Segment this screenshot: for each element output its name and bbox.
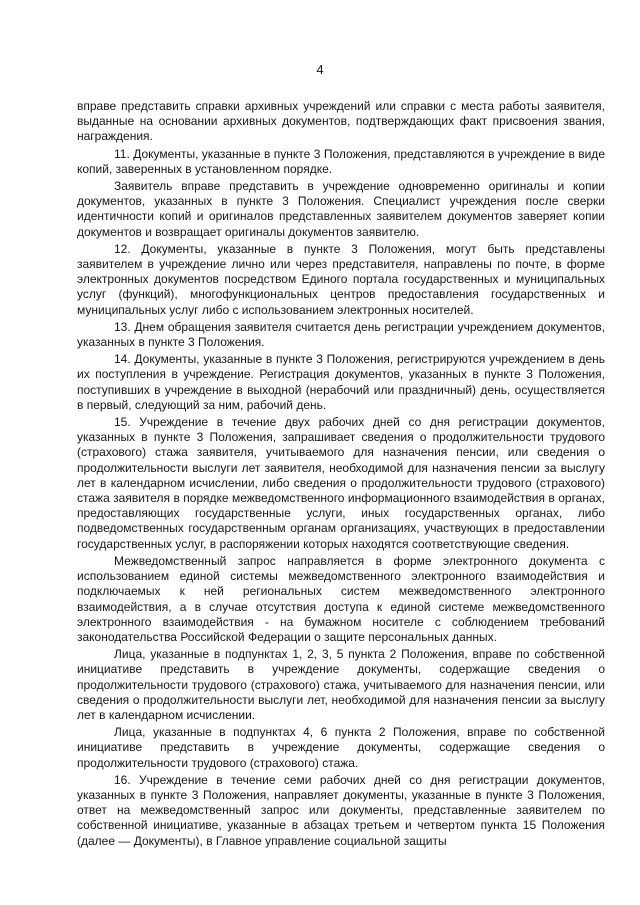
paragraph-item-14: 14. Документы, указанные в пункте 3 Положения, регистрируются учреждением в день их поступления в учреждение. Регистрация документов, указанных в пункте 3 Положения, поступивших в учреждение в выходной (нерабочий или праздничный) день, осуществляется в первый, следующий за ним, рабочий день. — [77, 352, 605, 412]
page-number: 4 — [316, 62, 324, 77]
paragraph-interagency-request: Межведомственный запрос направляется в форме электронного документа с использованием единой системы межведомственного электронного взаимодействия и подключаемых к ней региональных систем межведомственного электронного взаимодействия, а в случае отсутствия доступа к единой системе межведомственного электронного взаимодействия - на бумажном носителе с соблюдением требований законодательства Российской Федерации о защите персональных данных. — [77, 553, 605, 644]
paragraph-persons-4-6: Лица, указанные в подпунктах 4, 6 пункта 2 Положения, вправе по собственной инициативе представить в учреждение документы, содержащие сведения о продолжительности трудового (страхового) стажа. — [77, 725, 605, 770]
paragraph-item-11: 11. Документы, указанные в пункте 3 Положения, представляются в учреждение в виде копий, заверенных в установленном порядке. — [77, 146, 605, 176]
paragraph-item-16: 16. Учреждение в течение семи рабочих дней со дня регистрации документов, указанных в пункте 3 Положения, направляет документы, указанные в пункте 3 Положения, ответ на межведомственный запрос или документы, представленные заявителем по собственной инициативе, указанные в абзацах третьем и четвертом пункта 15 Положения (далее — Документы), в Главное управление социальной защиты — [77, 772, 605, 848]
body-text — [77, 99, 605, 849]
paragraph-originals-and-copies: Заявитель вправе представить в учреждение одновременно оригиналы и копии документов, указанных в пункте 3 Положения. Специалист учреждения после сверки идентичности копий и оригиналов представленных заявителем документов заверяет копии документов и возвращает оригиналы документов заявителю. — [77, 179, 605, 239]
paragraph-item-12: 12. Документы, указанные в пункте 3 Положения, могут быть представлены заявителем в учреждение лично или через представителя, направлены по почте, в форме электронных документов посредством Единого портала государственных и муниципальных услуг (функций), многофункциональных центров предоставления государственных и муниципальных услуг либо с использованием электронных носителей. — [77, 241, 605, 317]
paragraph-item-15: 15. Учреждение в течение двух рабочих дней со дня регистрации документов, указанных в пункте 3 Положения, запрашивает сведения о продолжительности трудового (страхового) стажа заявителя, учитываемого для назначения пенсии, или сведения о продолжительности выслуги лет заявителя, необходимой для назначения пенсии за выслугу лет в календарном исчислении, либо сведения о продолжительности трудового (страхового) стажа заявителя в порядке межведомственного информационного взаимодействия в органах, предоставляющих государственные услуги, иных государственных органах, либо подведомственных государственным органам организациях, участвующих в предоставлении государственных услуг, в распоряжении которых находятся соответствующие сведения. — [77, 415, 605, 551]
paragraph-continuation: вправе представить справки архивных учреждений или справки с места работы заявителя, выданные на основании архивных документов, подтверждающих факт присвоения звания, награждения. — [77, 99, 605, 144]
paragraph-persons-1-2-3-5: Лица, указанные в подпунктах 1, 2, 3, 5 пункта 2 Положения, вправе по собственной инициативе представить в учреждение документы, содержащие сведения о продолжительности трудового (страхового) стажа, учитываемого для назначения пенсии, или сведения о продолжительности выслуги лет, необходимой для назначения пенсии за выслугу лет в календарном исчислении. — [77, 647, 605, 722]
paragraph-item-13: 13. Днем обращения заявителя считается день регистрации учреждением документов, указанных в пункте 3 Положения. — [77, 319, 605, 350]
